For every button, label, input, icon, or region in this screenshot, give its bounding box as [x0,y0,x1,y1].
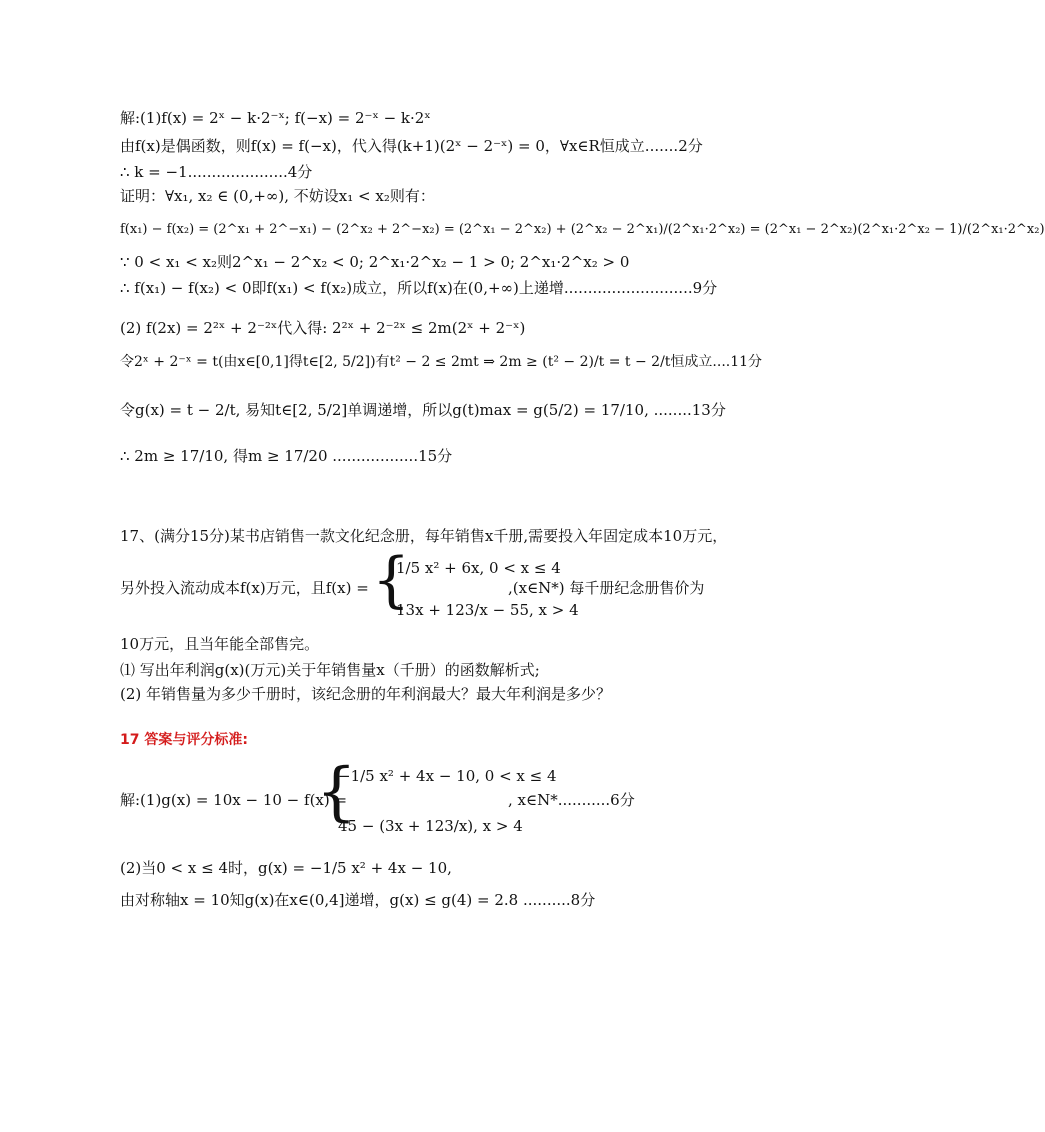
answer17-line-1-left: 解:(1)g(x) = 10x − 10 − f(x) = [120,791,348,809]
sol16-line-11: ∴ 2m ≥ 17/10, 得m ≥ 17/20 ..................15分 [120,447,453,465]
prob17-line-2-left: 另外投入流动成本f(x)万元，且f(x) = [120,579,369,597]
answer17-case-2: 45 − (3x + 123/x), x > 4 [338,817,523,835]
sol16-line-3: ∴ k = −1.....................4分 [120,163,313,181]
answer17-line-2: (2)当0 < x ≤ 4时，g(x) = −1/5 x² + 4x − 10, [120,859,452,877]
answer17-brace: { [316,755,357,829]
prob17-line-2-right: ,(x∈N*) 每千册纪念册售价为 [508,579,705,597]
sol16-line-2: 由f(x)是偶函数，则f(x) = f(−x)，代入得(k+1)(2ˣ − 2⁻ˣ) = 0，∀x∈R恒成立.......2分 [120,137,703,155]
prob17-question-2: (2) 年销售量为多少千册时，该纪念册的年利润最大？最大年利润是多少？ [120,685,612,703]
sol16-line-8: (2) f(2x) = 2²ˣ + 2⁻²ˣ代入得: 2²ˣ + 2⁻²ˣ ≤ 2m(2ˣ + 2⁻ˣ) [120,319,526,337]
prob17-line-3: 10万元，且当年能全部售完。 [120,635,320,653]
sol16-line-4: 证明：∀x₁, x₂ ∈ (0,+∞), 不妨设x₁ < x₂则有： [120,187,435,205]
prob17-line-1: 17、(满分15分)某书店销售一款文化纪念册，每年销售x千册,需要投入年固定成本10万元， [120,527,728,545]
answer17-heading: 17 答案与评分标准: [120,732,248,748]
prob17-brace: { [372,545,411,615]
sol16-line-7: ∴ f(x₁) − f(x₂) < 0即f(x₁) < f(x₂)成立，所以f(x)在(0,+∞)上递增...........................9分 [120,279,718,297]
sol16-line-6: ∵ 0 < x₁ < x₂则2^x₁ − 2^x₂ < 0; 2^x₁·2^x₂ − 1 > 0; 2^x₁·2^x₂ > 0 [120,253,630,271]
prob17-case-2: 13x + 123/x − 55, x > 4 [396,601,579,619]
prob17-case-1: 1/5 x² + 6x, 0 < x ≤ 4 [396,559,561,577]
sol16-line-9: 令2ˣ + 2⁻ˣ = t(由x∈[0,1]得t∈[2, 5/2])有t² − 2 ≤ 2mt ⇒ 2m ≥ (t² − 2)/t = t − 2/t恒成立....11分 [120,354,763,370]
answer17-line-3: 由对称轴x = 10知g(x)在x∈(0,4]递增，g(x) ≤ g(4) = 2.8 ..........8分 [120,891,596,909]
answer17-case-1: −1/5 x² + 4x − 10, 0 < x ≤ 4 [338,767,557,785]
sol16-line-1: 解:(1)f(x) = 2ˣ − k·2⁻ˣ; f(−x) = 2⁻ˣ − k·2ˣ [120,109,431,127]
sol16-line-5: f(x₁) − f(x₂) = (2^x₁ + 2^−x₁) − (2^x₂ + 2^−x₂) = (2^x₁ − 2^x₂) + (2^x₂ − 2^x₁)/(2^x₁·2^x₂) = (2^x₁ − 2^x₂)(2^x₁·2^x₂ − 1)/(2^x₁·2^x₂) [120,222,1045,237]
prob17-question-1: ⑴ 写出年利润g(x)(万元)关于年销售量x（千册）的函数解析式; [120,661,540,679]
sol16-line-10: 令g(x) = t − 2/t, 易知t∈[2, 5/2]单调递增，所以g(t)max = g(5/2) = 17/10, ........13分 [120,401,726,419]
answer17-line-1-right: , x∈N*...........6分 [508,791,635,809]
